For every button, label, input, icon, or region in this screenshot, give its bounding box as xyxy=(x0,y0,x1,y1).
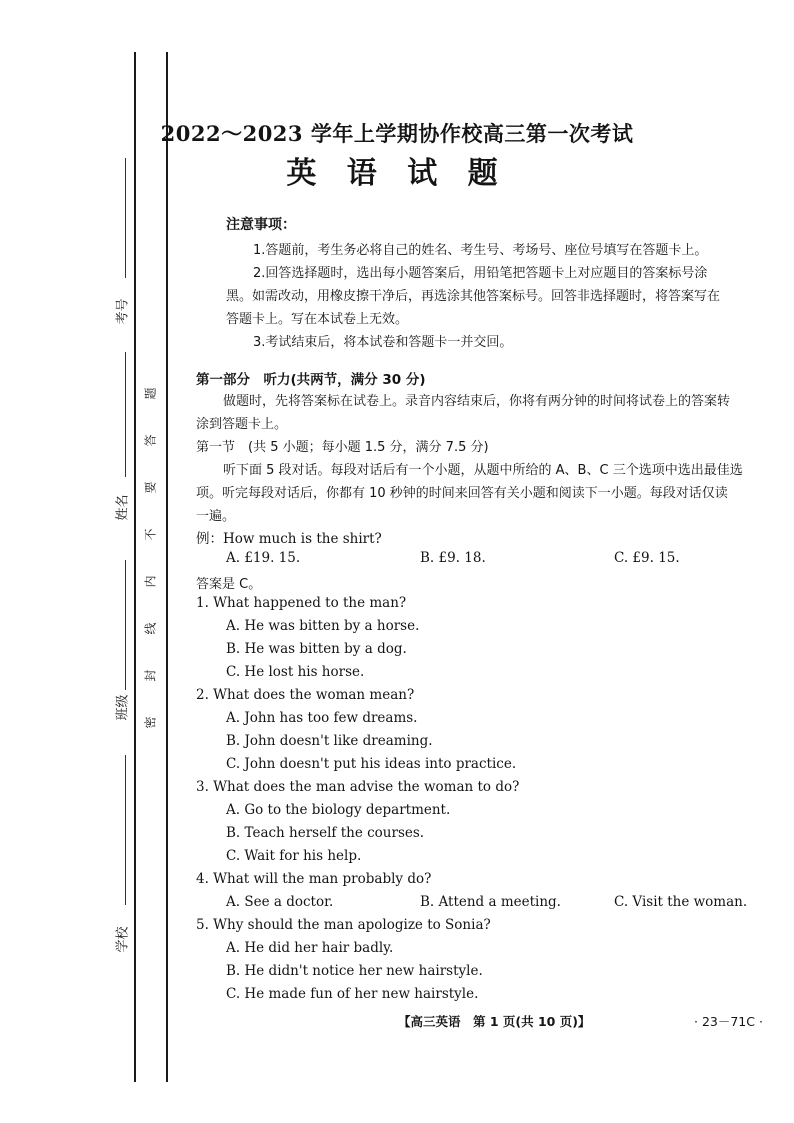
question-5-option-b: B. He didn't notice her new hairstyle. xyxy=(226,963,483,979)
example-option-b: B. £9. 18. xyxy=(420,550,486,566)
field-line-class xyxy=(125,560,126,690)
field-label-school: 学校 xyxy=(115,926,131,953)
subject-title: 英 语 试 题 xyxy=(286,156,508,191)
notes-heading: 注意事项： xyxy=(226,217,296,233)
note-item-2: 2.回答选择题时，选出每小题答案后，用铅笔把答题卡上对应题目的答案标号涂 xyxy=(253,266,708,281)
example-option-a: A. £19. 15. xyxy=(226,550,301,566)
part1-heading: 第一部分 听力(共两节，满分 30 分) xyxy=(196,372,426,388)
example-answer: 答案是 C。 xyxy=(196,577,262,592)
seal-char: 不 xyxy=(143,528,158,541)
note-item-2-cont: 黑。如需改动，用橡皮擦干净后，再选涂其他答案标号。回答非选择题时，将答案写在 xyxy=(226,289,721,304)
note-item-3: 3.考试结束后，将本试卷和答题卡一并交回。 xyxy=(253,335,513,350)
question-4: 4. What will the man probably do? xyxy=(196,871,432,887)
question-2-option-b: B. John doesn't like dreaming. xyxy=(226,733,433,749)
section1-instructions-cont: 一遍。 xyxy=(196,509,236,524)
question-4-option-b: B. Attend a meeting. xyxy=(420,894,561,910)
part1-intro-cont: 涂到答题卡上。 xyxy=(196,417,288,432)
question-1-option-c: C. He lost his horse. xyxy=(226,664,365,680)
question-4-option-a: A. See a doctor. xyxy=(226,894,334,910)
question-2-option-a: A. John has too few dreams. xyxy=(226,710,418,726)
field-label-kaohao: 考号 xyxy=(115,298,131,325)
field-label-name: 姓名 xyxy=(115,494,131,521)
question-3-option-b: B. Teach herself the courses. xyxy=(226,825,425,841)
question-3: 3. What does the man advise the woman to do? xyxy=(196,779,520,795)
question-3-option-c: C. Wait for his help. xyxy=(226,848,362,864)
binding-line-outer xyxy=(134,52,136,1082)
example-option-c: C. £9. 15. xyxy=(614,550,680,566)
example-question: 例：How much is the shirt? xyxy=(196,531,382,547)
question-5-option-a: A. He did her hair badly. xyxy=(226,940,394,956)
question-5: 5. Why should the man apologize to Sonia? xyxy=(196,917,491,933)
question-1-option-a: A. He was bitten by a horse. xyxy=(226,618,420,634)
binding-line-inner xyxy=(166,52,168,1082)
note-item-2-cont: 答题卡上。写在本试卷上无效。 xyxy=(226,312,409,327)
field-line-name xyxy=(125,352,126,477)
question-5-option-c: C. He made fun of her new hairstyle. xyxy=(226,986,479,1002)
seal-char: 内 xyxy=(143,575,158,588)
field-line-school xyxy=(125,755,126,905)
question-2: 2. What does the woman mean? xyxy=(196,687,415,703)
section1-instructions-cont: 项。听完每段对话后，你都有 10 秒钟的时间来回答有关小题和阅读下一小题。每段对话仅读 xyxy=(196,486,728,501)
seal-char: 题 xyxy=(143,387,158,400)
question-1-option-b: B. He was bitten by a dog. xyxy=(226,641,407,657)
exam-title: 2022～2023 学年上学期协作校高三第一次考试 xyxy=(160,121,634,146)
question-1: 1. What happened to the man? xyxy=(196,595,407,611)
seal-char: 要 xyxy=(143,481,158,494)
part1-intro: 做题时，先将答案标在试卷上。录音内容结束后，你将有两分钟的时间将试卷上的答案转 xyxy=(223,394,731,409)
question-3-option-a: A. Go to the biology department. xyxy=(226,802,451,818)
question-4-option-c: C. Visit the woman. xyxy=(614,894,748,910)
page-footer-label: 【高三英语 第 1 页(共 10 页)】 xyxy=(398,1014,591,1029)
question-2-option-c: C. John doesn't put his ideas into practice. xyxy=(226,756,517,772)
seal-char: 密 xyxy=(143,716,158,729)
section1-heading: 第一节 (共 5 小题；每小题 1.5 分，满分 7.5 分) xyxy=(196,440,489,455)
seal-char: 线 xyxy=(143,622,158,635)
section1-instructions: 听下面 5 段对话。每段对话后有一个小题，从题中所给的 A、B、C 三个选项中选出最佳选 xyxy=(223,463,743,478)
note-item-1: 1.答题前，考生务必将自己的姓名、考生号、考场号、座位号填写在答题卡上。 xyxy=(253,243,708,258)
seal-char: 封 xyxy=(143,669,158,682)
seal-char: 答 xyxy=(143,434,158,447)
page-footer-code: · 23－71C · xyxy=(694,1014,763,1029)
field-label-class: 班级 xyxy=(115,694,131,721)
